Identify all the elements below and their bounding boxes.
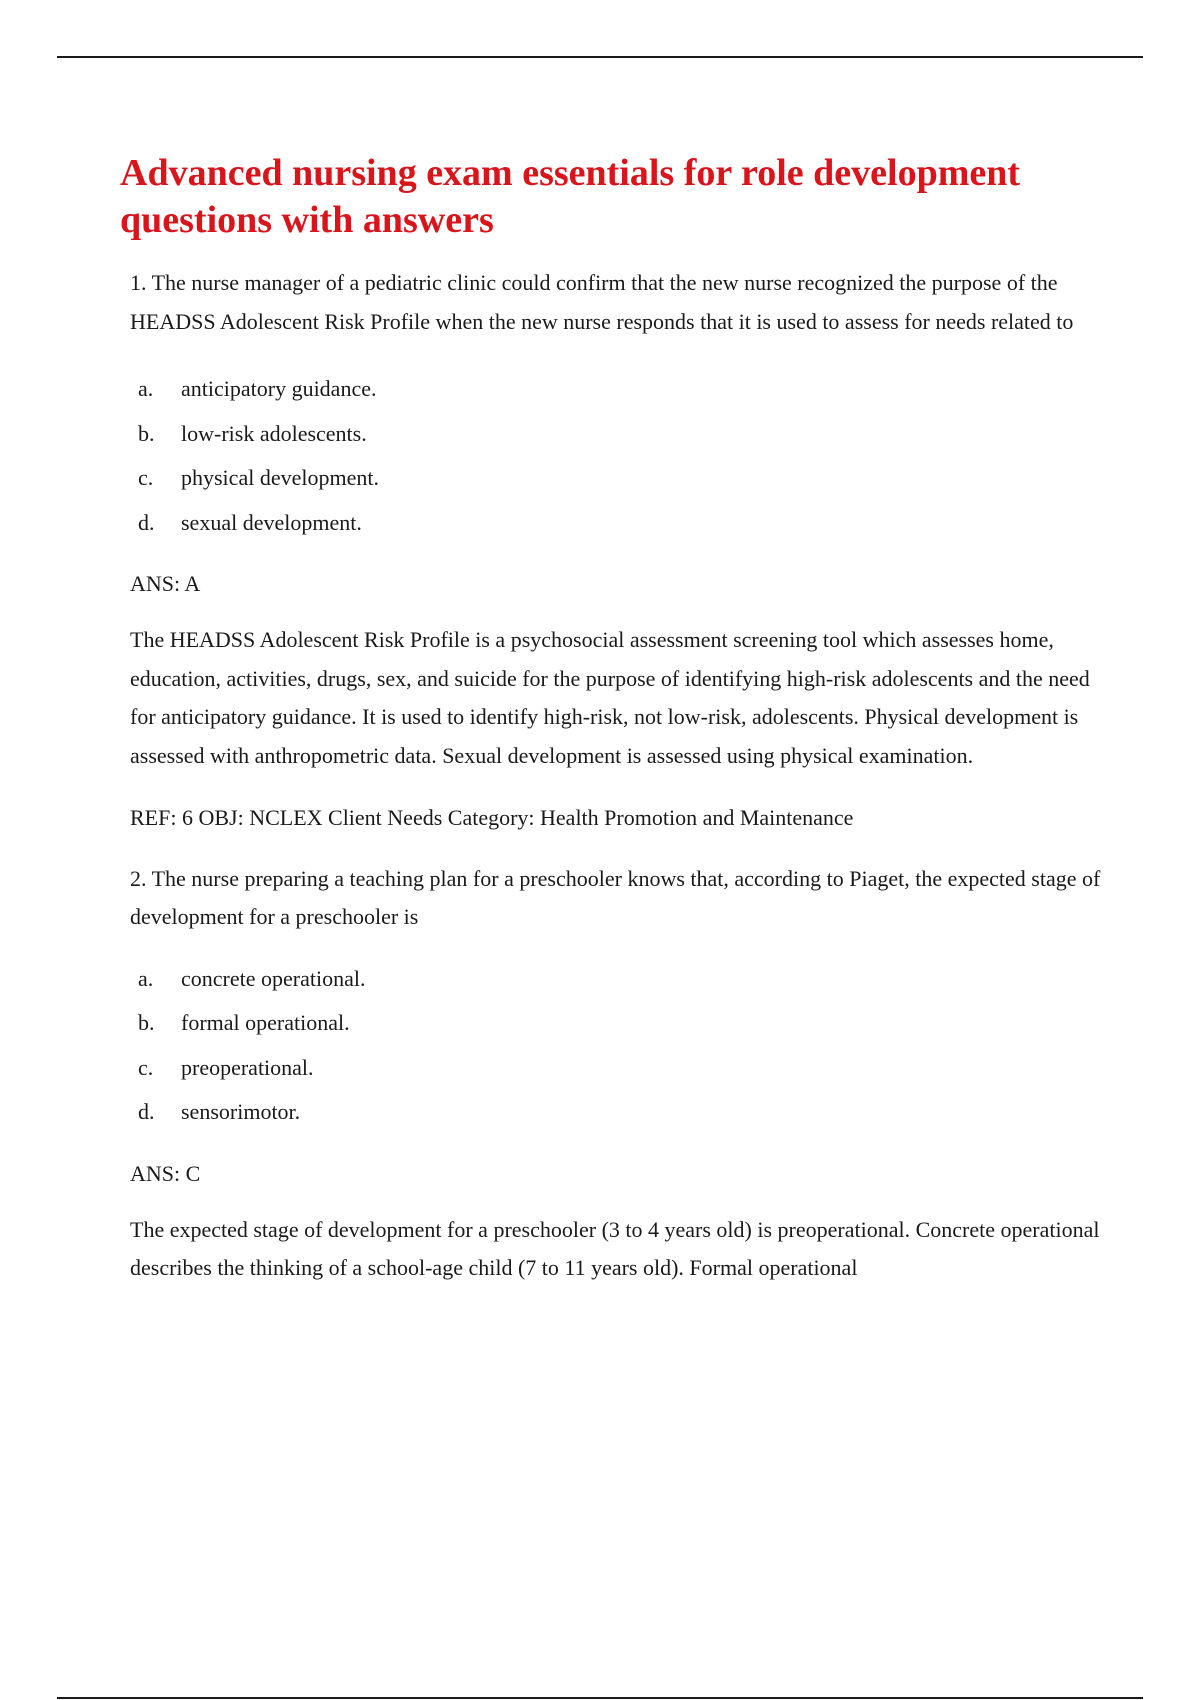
document-title: Advanced nursing exam essentials for role development questions with answers (120, 152, 1021, 241)
top-rule (57, 56, 1143, 58)
option-a (130, 367, 1110, 412)
answer-key: ANS: C (130, 1160, 201, 1186)
option-text: physical development. (181, 465, 379, 490)
option-d (130, 501, 1110, 546)
question-1 (130, 264, 1110, 838)
option-text: sexual development. (181, 509, 362, 535)
option-b (130, 412, 1110, 457)
option-a (130, 957, 1110, 1002)
option-text: formal operational. (181, 1010, 350, 1035)
option-letter: d. (138, 509, 155, 535)
answer-key: ANS: A (130, 571, 201, 596)
option-b (130, 1001, 1110, 1046)
option-letter: b. (138, 420, 155, 446)
option-letter: c. (138, 465, 154, 490)
answer-explanation: The expected stage of development for a preschooler (3 to 4 years old) is preoperational. Concrete operational describes the thinking of a school-age child (7 to 11 years old). Formal operational (130, 1216, 1100, 1280)
option-c (130, 1046, 1110, 1091)
option-letter: a. (138, 376, 154, 401)
reference-line: REF: 6 OBJ: NCLEX Client Needs Category: Health Promotion and Maintenance (130, 805, 854, 830)
answer-explanation: The HEADSS Adolescent Risk Profile is a psychosocial assessment screening tool which assesses home, education, activities, drugs, sex, and suicide for the purpose of identifying high-risk adolescents and the need for anticipatory guidance. It is used to identify high-risk, not low-risk, adolescents. Physical development is assessed with anthropometric data. Sexual development is assessed using physical examination. (130, 627, 1090, 768)
document-body (130, 264, 1110, 1288)
option-text: low-risk adolescents. (181, 420, 367, 446)
question-2 (130, 860, 1110, 1288)
question-stem: 1. The nurse manager of a pediatric clinic could confirm that the new nurse recognized the purpose of the HEADSS Adolescent Risk Profile when the new nurse responds that it is used to assess for needs related to (130, 270, 1074, 334)
answer-options (130, 367, 1110, 545)
option-text: sensorimotor. (181, 1099, 301, 1124)
bottom-rule (57, 1697, 1143, 1699)
option-letter: b. (138, 1010, 155, 1035)
option-c (130, 456, 1110, 501)
answer-options (130, 957, 1110, 1135)
question-stem: 2. The nurse preparing a teaching plan for a preschooler knows that, according to Piaget, the expected stage of development for a preschooler is (130, 865, 1101, 929)
option-letter: a. (138, 965, 154, 991)
option-letter: c. (138, 1054, 154, 1080)
option-letter: d. (138, 1099, 155, 1124)
option-d (130, 1090, 1110, 1135)
option-text: anticipatory guidance. (181, 376, 377, 401)
option-text: concrete operational. (181, 965, 366, 991)
option-text: preoperational. (181, 1054, 314, 1080)
